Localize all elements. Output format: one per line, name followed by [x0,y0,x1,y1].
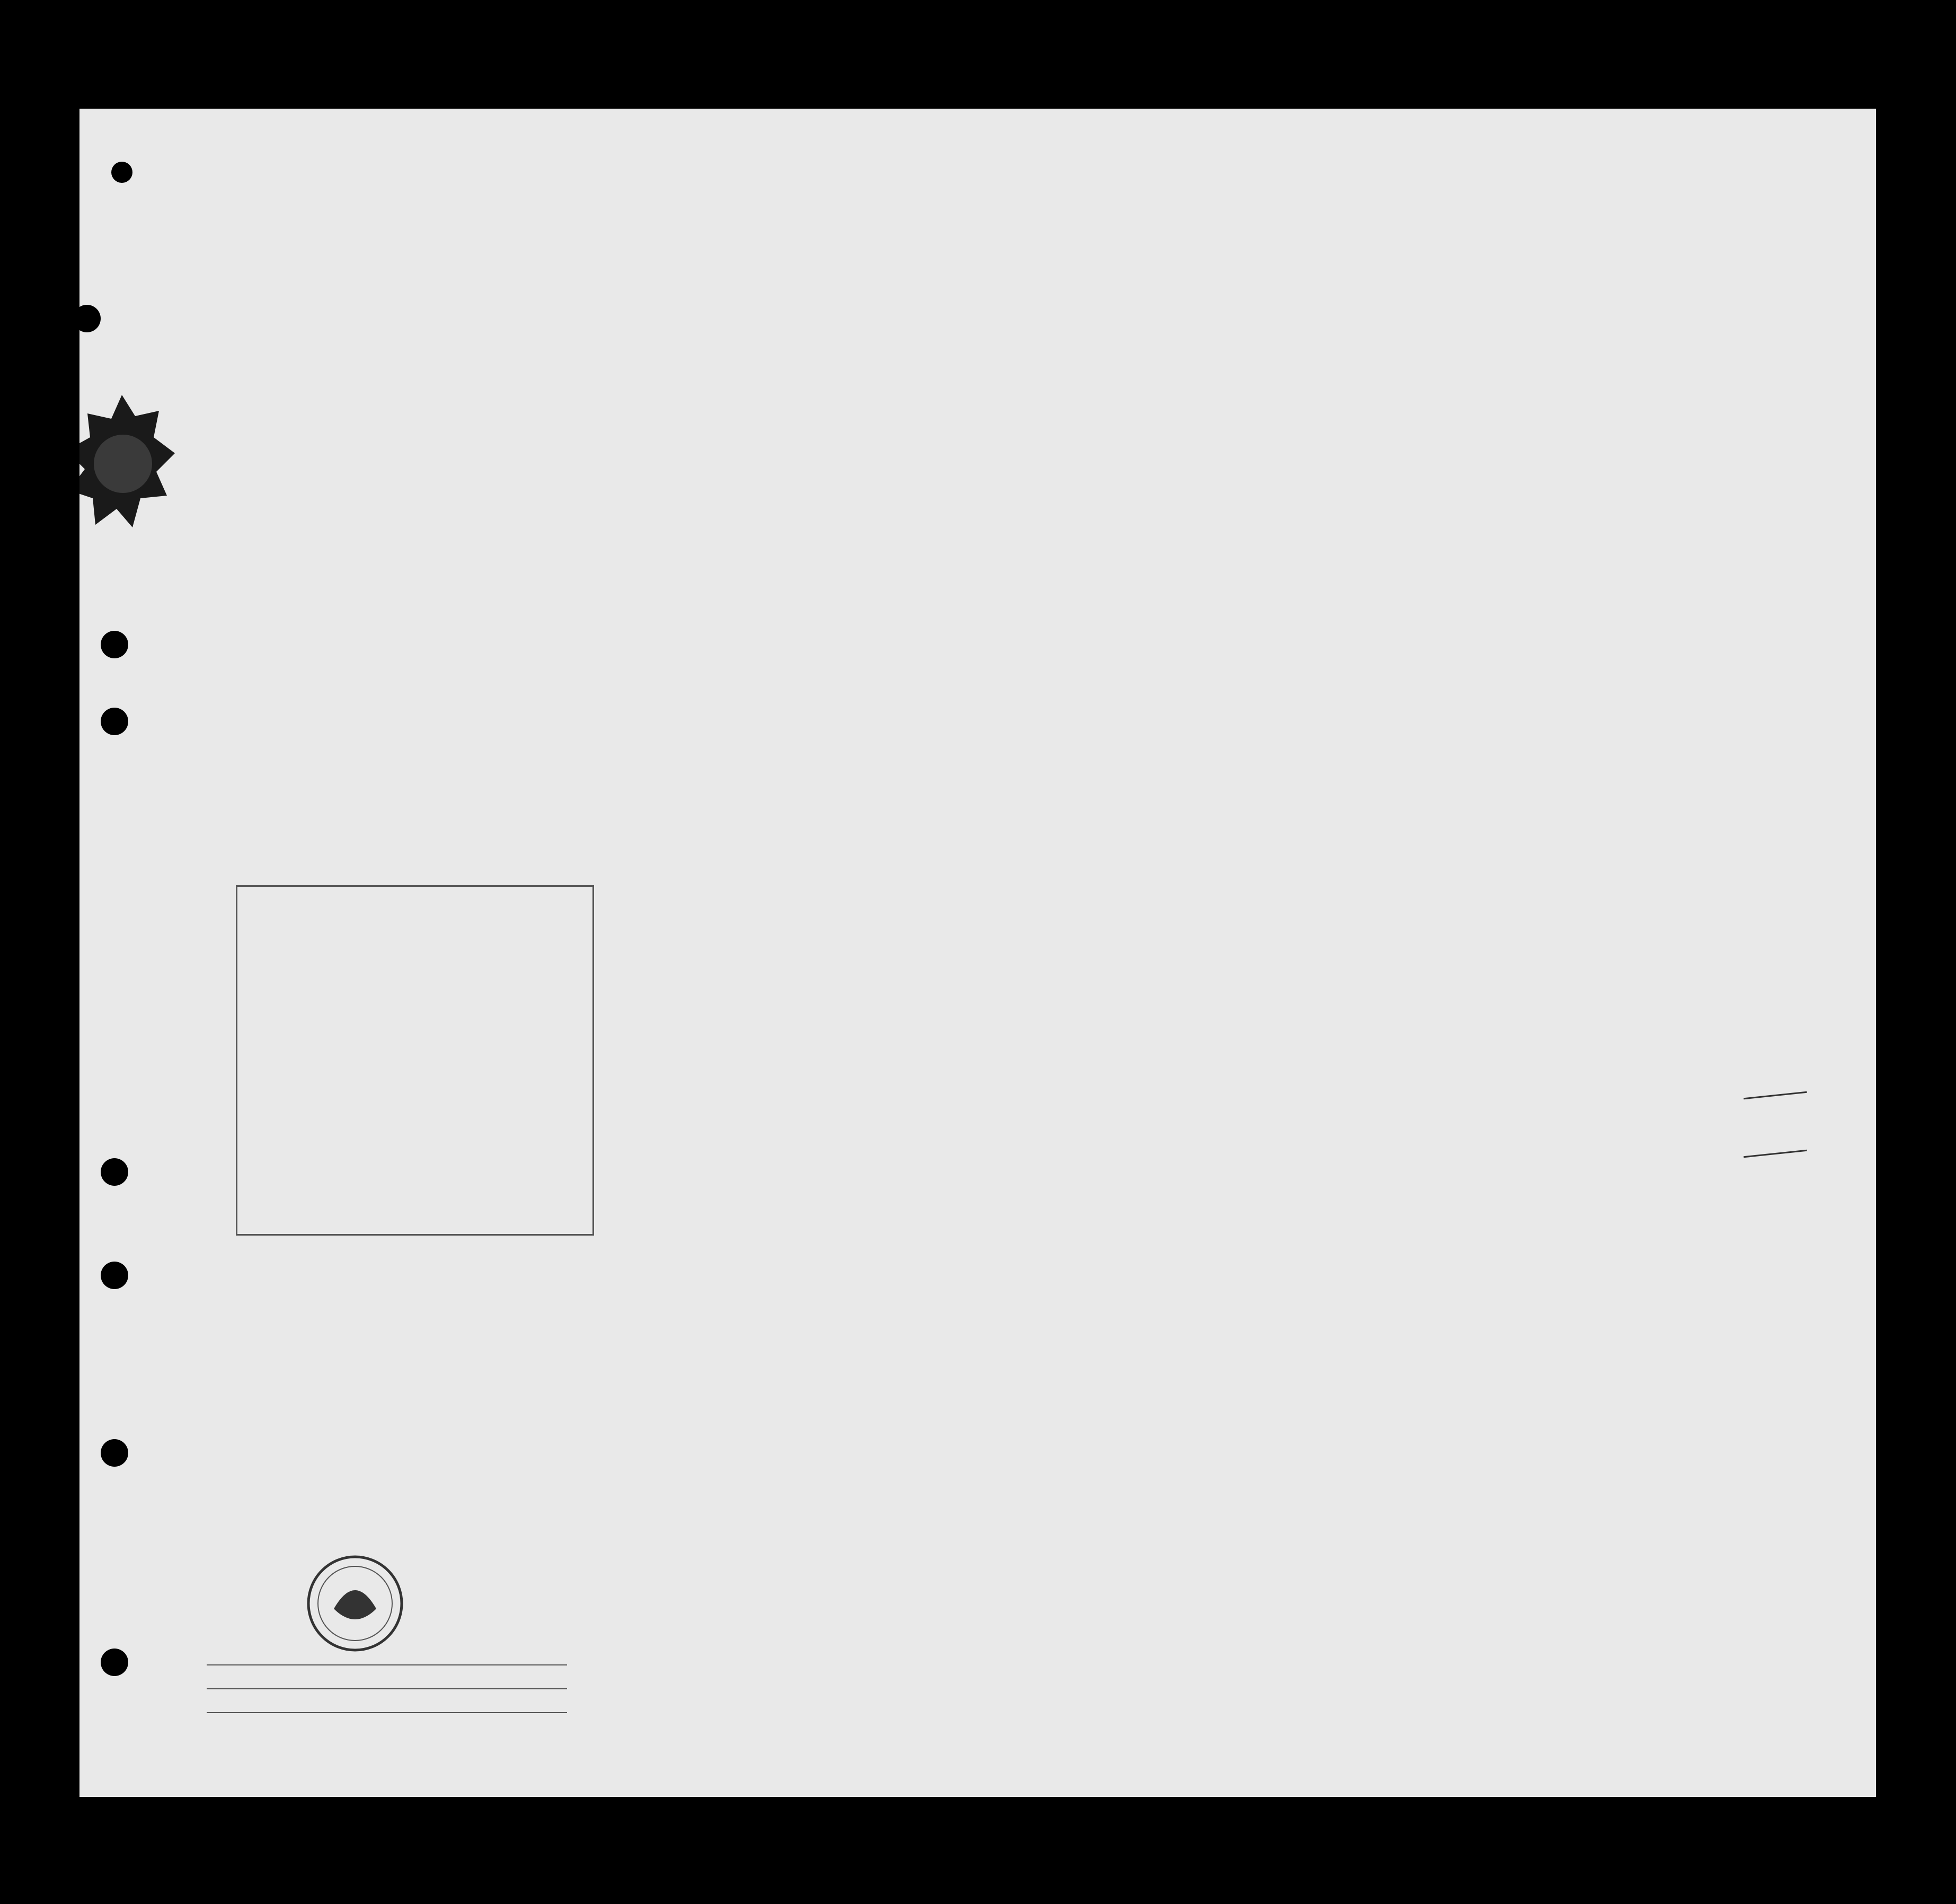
punch-hole [101,1158,128,1186]
manifest-sheet [79,109,1876,1797]
punch-hole [101,631,128,658]
gold-seal-icon [79,384,180,554]
footer-rule [207,1712,567,1713]
punch-hole [101,1649,128,1676]
consulate-stamp-box [236,885,594,1236]
consulate-seal-icon [302,1550,408,1656]
punch-hole [101,1262,128,1289]
footer-rule [207,1664,567,1665]
punch-hole [101,708,128,735]
punch-hole [111,162,132,183]
punch-hole [101,1439,128,1467]
footer-rule [207,1688,567,1689]
